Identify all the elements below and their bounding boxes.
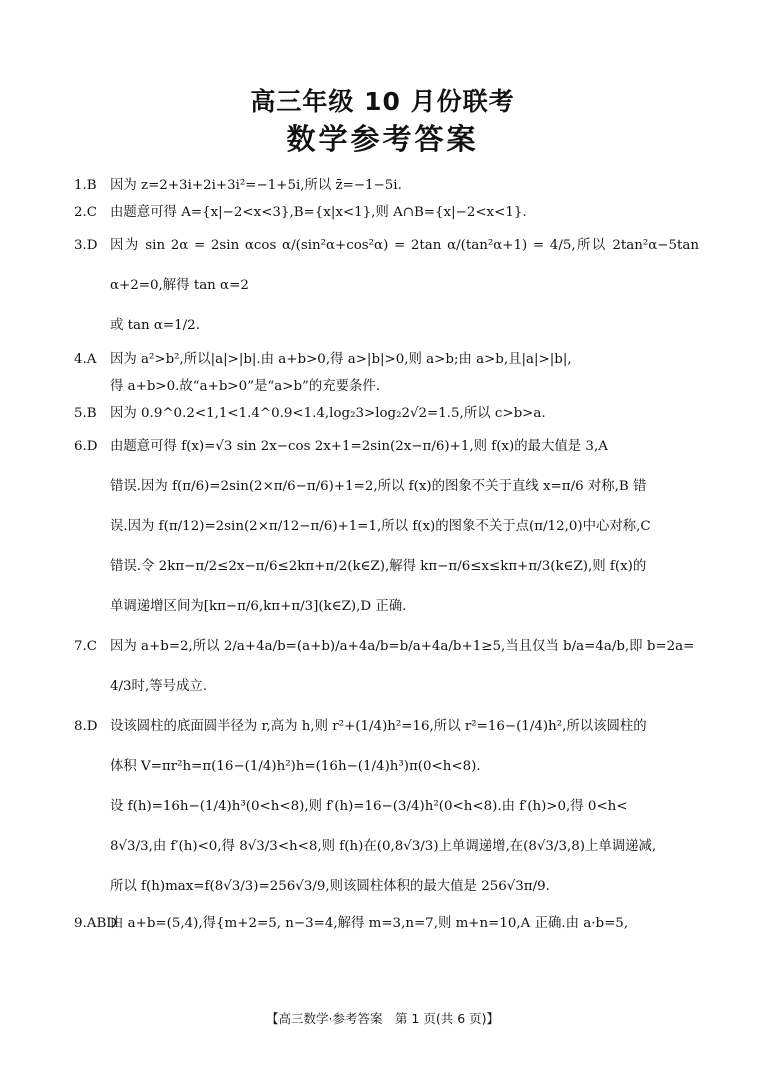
answer-line: 错误.令 2kπ−π/2≤2x−π/6≤2kπ+π/2(k∈Z),解得 kπ−π/6≤x≤kπ+π/3(k∈Z),则 f(x)的	[110, 559, 647, 574]
answer-number: 4.A	[74, 352, 97, 367]
answer-line: 设 f(h)=16h−(1/4)h³(0<h<8),则 f′(h)=16−(3/4)h²(0<h<8).由 f′(h)>0,得 0<h<	[110, 799, 628, 814]
page-title: 高三年级 10 月份联考	[250, 87, 515, 116]
answer-line: 单调递增区间为[kπ−π/6,kπ+π/3](k∈Z),D 正确.	[110, 599, 407, 614]
answer-number: 2.C	[74, 205, 98, 220]
answer-number: 8.D	[74, 719, 98, 734]
answer-line: 由 a+b=(5,4),得{m+2=5, n−3=4,解得 m=3,n=7,则 m+n=10,A 正确.由 a·b=5,	[110, 916, 629, 931]
answer-number: 3.D	[74, 238, 98, 253]
answer-line: 或 tan α=1/2.	[110, 318, 200, 333]
answer-number: 6.D	[74, 439, 98, 454]
answer-5	[74, 400, 699, 427]
answer-line: 设该圆柱的底面圆半径为 r,高为 h,则 r²+(1/4)h²=16,所以 r²=16−(1/4)h²,所以该圆柱的	[110, 719, 647, 734]
answer-line: 由题意可得 A={x|−2<x<3},B={x|x<1},则 A∩B={x|−2<x<1}.	[110, 205, 527, 220]
answer-number: 1.B	[74, 178, 97, 193]
answers-body	[74, 172, 699, 940]
answer-number: 7.C	[74, 639, 98, 654]
answer-2	[74, 199, 699, 226]
answer-7	[74, 627, 699, 707]
answer-3	[74, 226, 699, 346]
answer-line: 4/3时,等号成立.	[110, 679, 208, 694]
answer-line: 因为 z=2+3i+2i+3i²=−1+5i,所以 z̄=−1−5i.	[110, 178, 402, 193]
answer-4	[74, 346, 699, 400]
answer-line: 误.因为 f(π/12)=2sin(2×π/12−π/6)+1=1,所以 f(x)的图象不关于点(π/12,0)中心对称,C	[110, 519, 651, 534]
answer-number: 5.B	[74, 406, 97, 421]
answer-number: 9.ABD	[74, 916, 118, 931]
answer-8	[74, 707, 699, 907]
answer-line: 得 a+b>0.故“a+b>0”是“a>b”的充要条件.	[110, 379, 381, 394]
answer-6	[74, 427, 699, 627]
answer-line: 因为 a²>b²,所以|a|>|b|.由 a+b>0,得 a>|b|>0,则 a>b;由 a>b,且|a|>|b|,	[110, 352, 572, 367]
page-footer: 【高三数学·参考答案 第 1 页(共 6 页)】	[265, 1011, 500, 1026]
answer-line: 错误.因为 f(π/6)=2sin(2×π/6−π/6)+1=2,所以 f(x)的图象不关于直线 x=π/6 对称,B 错	[110, 479, 647, 494]
answer-1	[74, 172, 699, 199]
answer-line: 因为 0.9^0.2<1,1<1.4^0.9<1.4,log₂3>log₂2√2=1.5,所以 c>b>a.	[110, 406, 546, 421]
answer-9	[74, 907, 699, 940]
answer-line: 体积 V=πr²h=π(16−(1/4)h²)h=(16h−(1/4)h³)π(0<h<8).	[110, 759, 481, 774]
answer-line: 由题意可得 f(x)=√3 sin 2x−cos 2x+1=2sin(2x−π/6)+1,则 f(x)的最大值是 3,A	[110, 439, 608, 454]
answer-line: 因为 sin 2α = 2sin αcos α/(sin²α+cos²α) = 2tan α/(tan²α+1) = 4/5,所以 2tan²α−5tan α+2=0,解得 tan α=2	[110, 238, 699, 293]
answer-line: 8√3/3,由 f′(h)<0,得 8√3/3<h<8,则 f(h)在(0,8√3/3)上单调递增,在(8√3/3,8)上单调递减,	[110, 839, 657, 854]
answer-line: 因为 a+b=2,所以 2/a+4a/b=(a+b)/a+4a/b=b/a+4a/b+1≥5,当且仅当 b/a=4a/b,即 b=2a=	[110, 639, 695, 654]
answer-line: 所以 f(h)max=f(8√3/3)=256√3/9,则该圆柱体积的最大值是 256√3π/9.	[110, 879, 550, 894]
page-subtitle: 数学参考答案	[286, 122, 479, 156]
